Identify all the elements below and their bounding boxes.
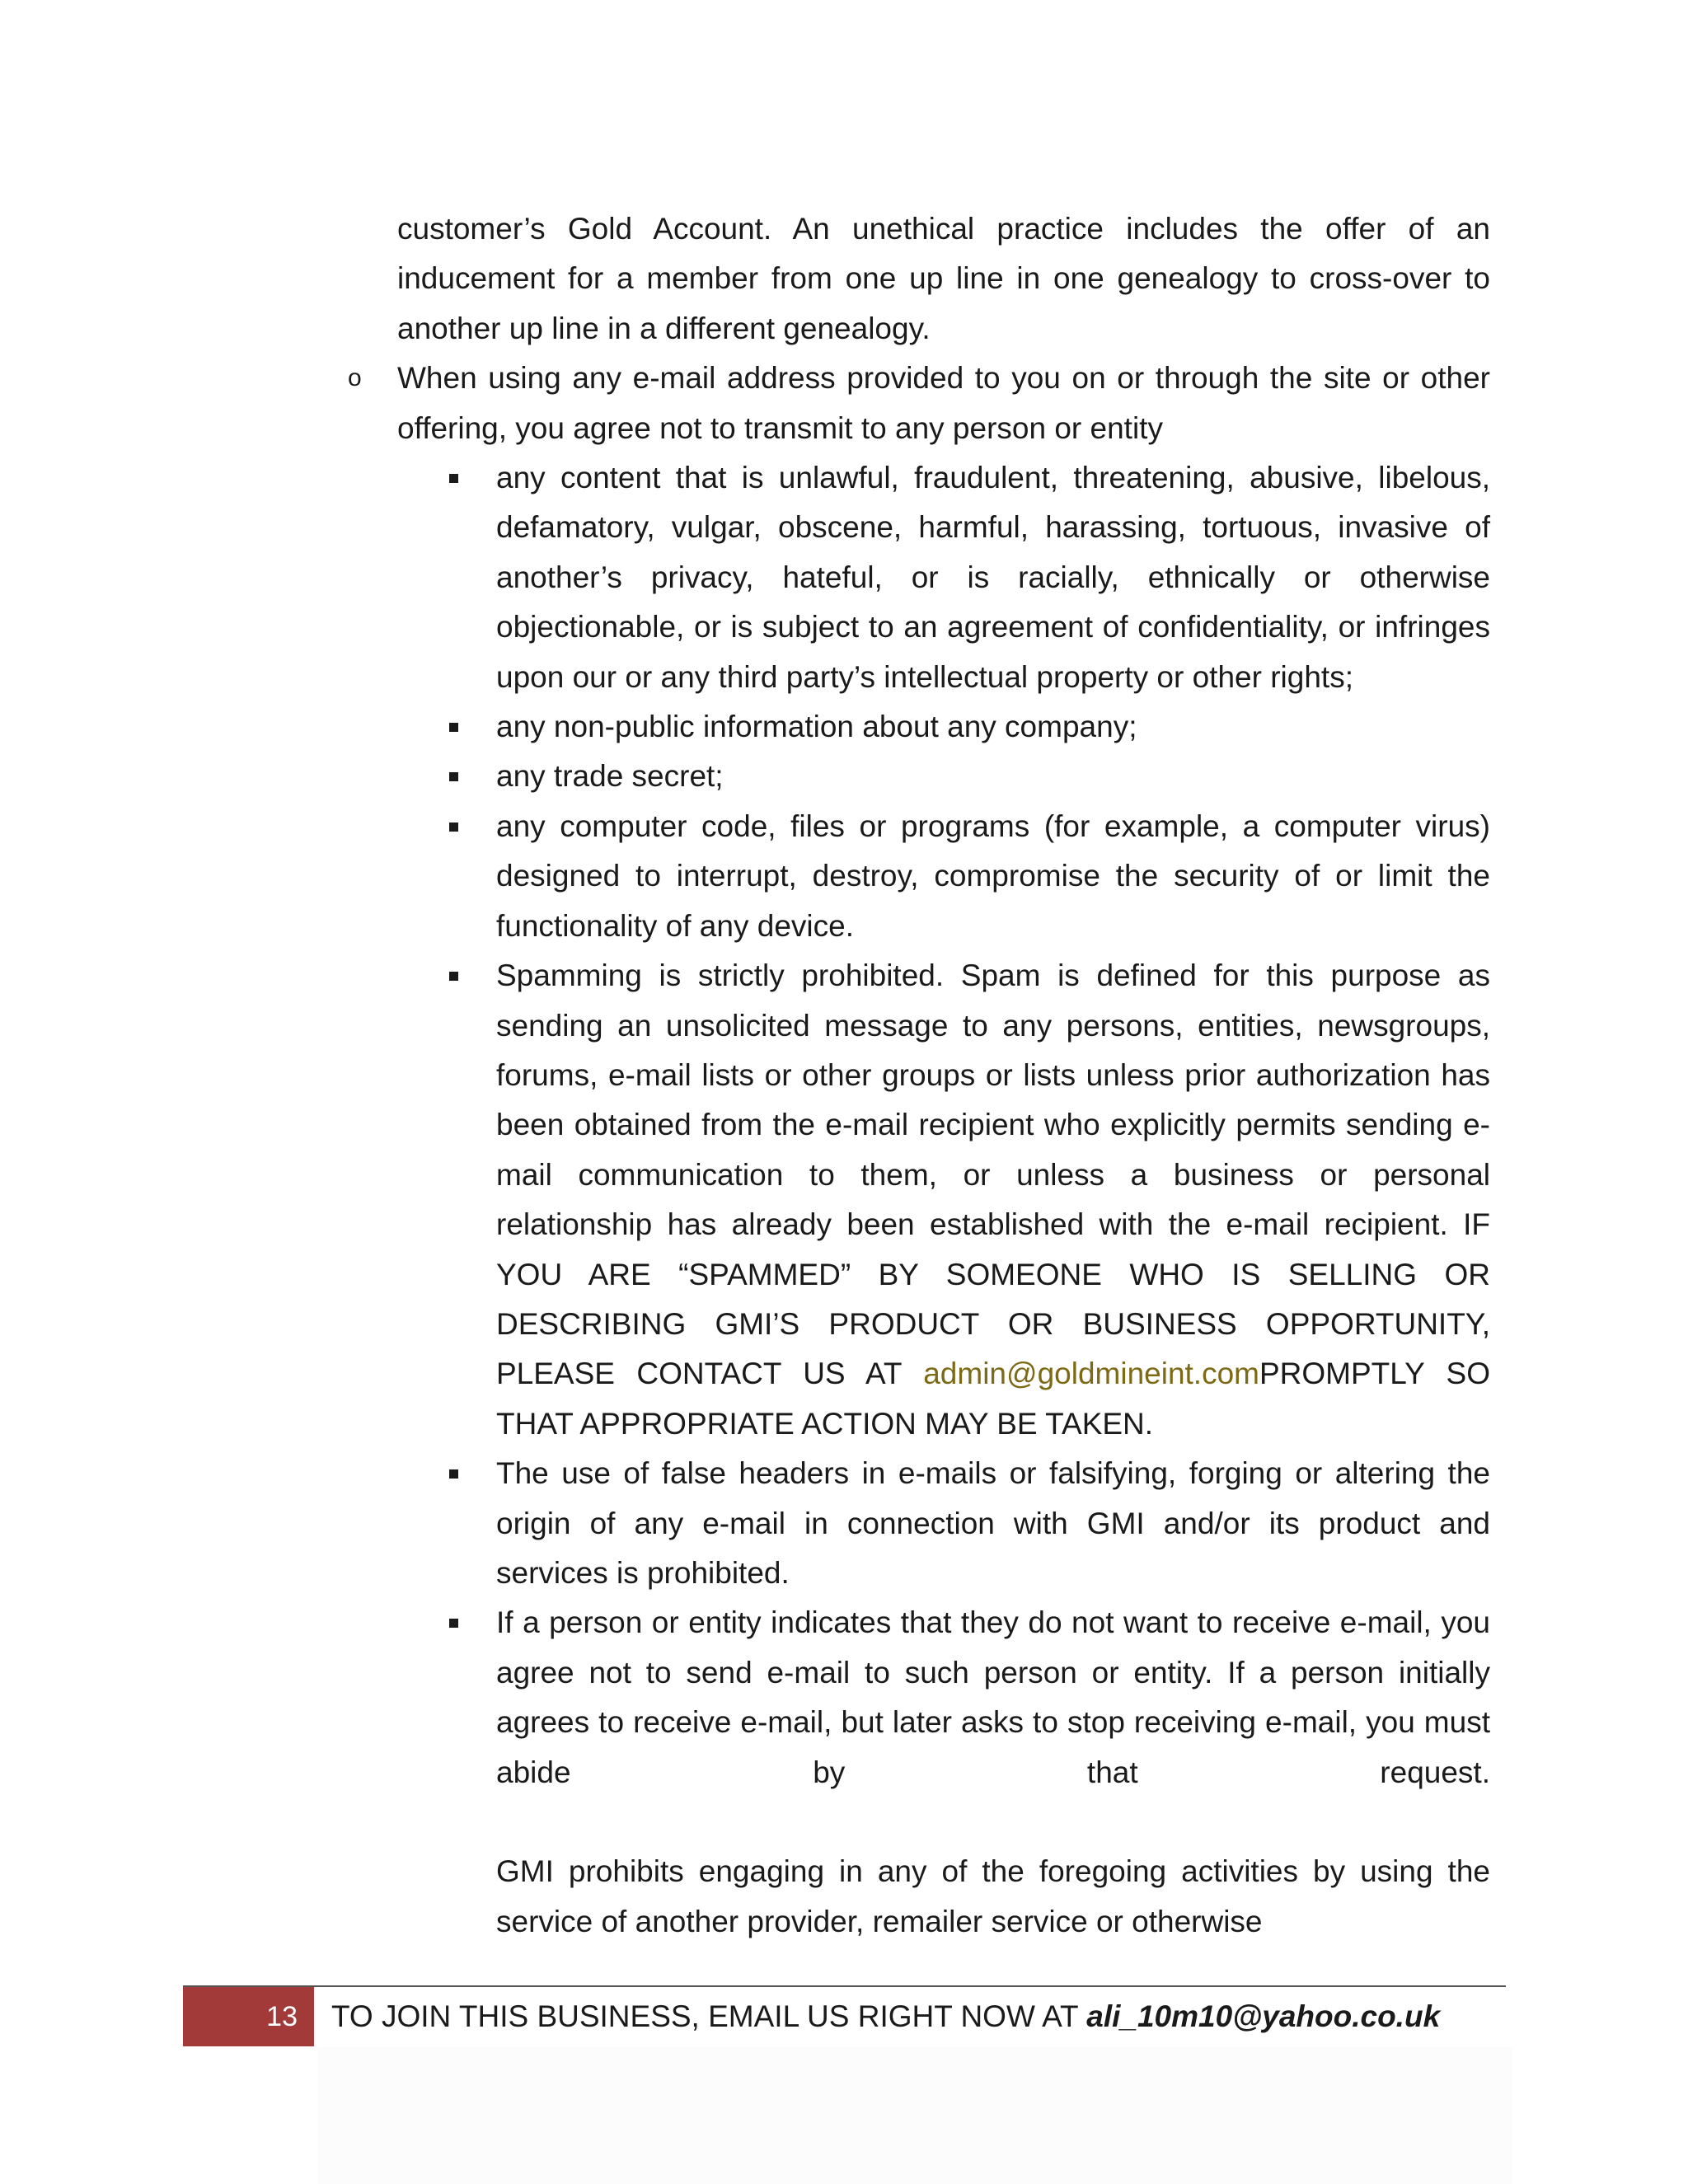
square-bullet-icon bbox=[449, 1469, 458, 1479]
false-headers-text: The use of false headers in e-mails or falsifying, forging or altering the origin of any e-mail in connection with GMI and/or its product and services is prohibited. bbox=[496, 1456, 1490, 1590]
list-item-text: any content that is unlawful, fraudulent, threatening, abusive, libelous, defamatory, vulgar, obscene, harmful, harassing, tortuous, invasive of another’s privacy, hateful, or is racially, ethnically or otherwise objectionable, or is subject to an agreement of confidentiality, or infringes upon our or any third party’s intellectual property or other rights; bbox=[496, 461, 1490, 694]
spam-paragraph bbox=[496, 951, 1490, 1449]
list-item bbox=[496, 702, 1490, 752]
email-rule-item bbox=[348, 354, 1490, 453]
document-body bbox=[348, 204, 1490, 1947]
list-item bbox=[496, 1449, 1490, 1598]
list-item bbox=[496, 453, 1490, 702]
footer-text bbox=[331, 1987, 1440, 2046]
continuation-paragraph: customer’s Gold Account. An unethical practice includes the offer of an inducement for a member from one up line in one genealogy to cross-over to another up line in a different genealogy. bbox=[397, 212, 1490, 345]
spam-list-item bbox=[496, 951, 1490, 1449]
admin-email-link[interactable]: admin@goldmineint.com bbox=[923, 1357, 1259, 1391]
square-bullet-icon bbox=[449, 723, 458, 732]
circle-bullet-icon: o bbox=[348, 364, 362, 392]
spam-text-after: PROMPTLY SO THAT APPROPRIATE ACTION MAY BE TAKEN. bbox=[496, 1357, 1490, 1441]
footer-email: ali_10m10@yahoo.co.uk bbox=[1086, 1999, 1441, 2033]
square-bullet-icon bbox=[449, 772, 458, 781]
opt-out-text: If a person or entity indicates that they do not want to receive e-mail, you agree not to send e-mail to such person or entity. If a person initially agrees to receive e-mail, but later asks to stop receiving e-mail, you must abide by that request. bbox=[496, 1605, 1490, 1789]
closing-paragraph: GMI prohibits engaging in any of the foregoing activities by using the service of another provider, remailer service or otherwise bbox=[496, 1854, 1490, 1938]
list-item-text: any non-public information about any company; bbox=[496, 710, 1137, 744]
square-bullet-icon bbox=[449, 1619, 458, 1628]
square-bullet-icon bbox=[449, 474, 458, 483]
footer-message: TO JOIN THIS BUSINESS, EMAIL US RIGHT NOW AT bbox=[331, 1999, 1087, 2033]
page-number: 13 bbox=[266, 2001, 298, 2032]
list-item bbox=[496, 802, 1490, 951]
list-item-text: any computer code, files or programs (for example, a computer virus) designed to interrupt, destroy, compromise the security of or limit the functionality of any device. bbox=[496, 808, 1490, 943]
page-number-box bbox=[183, 1987, 314, 2046]
list-item bbox=[496, 752, 1490, 801]
spam-text: Spamming is strictly prohibited. Spam is defined for this purpose as sending an unsolicited message to any persons, entities, newsgroups, forums, e-mail lists or other groups or lists unless prior authorization has been obtained from the e-mail recipient who explicitly permits sending e-mail communication to them, or unless a business or personal relationship has already been established with the e-mail recipient. IF YOU ARE “SPAMMED” BY SOMEONE WHO IS SELLING OR DESCRIBING GMI’S PRODUCT OR BUSINESS OPPORTUNITY, PLEASE CONTACT US AT bbox=[496, 958, 1490, 1391]
square-bullet-icon bbox=[449, 972, 458, 981]
list-item-text: any trade secret; bbox=[496, 759, 724, 794]
footer-shade bbox=[317, 2047, 1512, 2184]
square-bullet-icon bbox=[449, 823, 458, 832]
email-rule-intro: When using any e-mail address provided to you on or through the site or other offering, you agree not to transmit to any person or entity bbox=[397, 361, 1490, 445]
list-item bbox=[496, 1598, 1490, 1947]
paragraph-spacer bbox=[496, 1797, 1490, 1847]
